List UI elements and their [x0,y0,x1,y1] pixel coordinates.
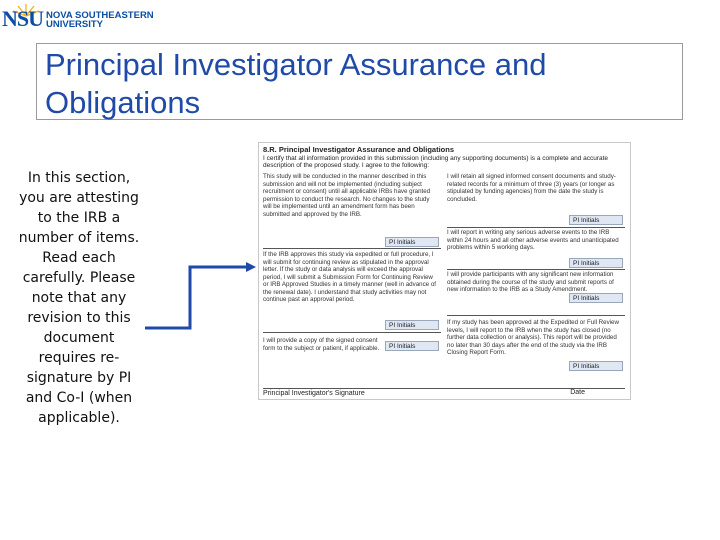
doc-right-item-3: I will provide participants with any significant new information obtained during the course of the study and submit reports of new information to the IRB as a Study Amendment. [447,271,614,293]
pi-initials-field[interactable]: PI Initials [385,320,439,330]
side-text: In this section, you are attesting to the IRB a number of items. Read each carefully. Please note that any revision to this document requires re-signature by PI and Co-I (when applicable). [18,170,140,426]
doc-left-item-3: I will provide a copy of the signed consent form to the subject or patient, if applicable. [263,337,380,352]
doc-left-item-2: If the IRB approves this study via expedited or full procedure, I will submit for continuing review as stipulated in the approval letter. If the study or data analysis will exceed the approval period, I will submit a Submission Form for Continuing Review or IRB Approved Studies in a timely manner (well in advance of the renewal date). I understand that study activities may not continue past an approval period. [263,251,436,303]
slide-title-line-1: Principal Investigator Assurance and [45,47,547,82]
pi-initials-field[interactable]: PI Initials [385,237,439,247]
divider [447,227,625,228]
pi-initials-field[interactable]: PI Initials [569,361,623,371]
doc-intro: I certify that all information provided in this submission (including any supporting documents) is a complete and accurate description of the proposed study. I agree to the following: [263,155,609,170]
doc-left-item-1: This study will be conducted in the manner described in this submission and will not be implemented (including subject recruitment or consent) until all applicable IRBs have granted permission to conduct the research. No changes to the study will be implemented until an amendment form has been submitted and approved by the IRB. [263,173,431,218]
logo-line-1: NOVA SOUTHEASTERN [46,10,154,21]
doc-right-item-2: I will report in writing any serious adverse events to the IRB within 24 hours and all other adverse events and unanticipated problems within 5 working days. [447,229,619,251]
signature-label: Principal Investigator's Signature [263,390,365,397]
logo-line-2: UNIVERSITY [46,19,104,30]
divider [447,315,625,316]
doc-section-title: 8.R. Principal Investigator Assurance and Obligations [263,145,455,154]
divider [447,269,625,270]
pi-initials-field[interactable]: PI Initials [385,341,439,351]
pi-initials-field[interactable]: PI Initials [569,215,623,225]
document-image [258,142,631,400]
pi-initials-field[interactable]: PI Initials [569,293,623,303]
doc-right-item-4: If my study has been approved at the Expedited or Full Review levels, I will report to the IRB when the study has closed (no further data collection or analysis). This report will be provided no later than 30 days after the end of the study via the IRB Closing Report Form. [447,319,619,356]
date-label: Date [570,389,585,396]
doc-right-item-1: I will retain all signed informed consent documents and study-related records for a minimum of three (3) years (or longer as stipulated by funding agencies) from the date the study is concluded. [447,173,616,203]
pi-initials-field[interactable]: PI Initials [569,258,623,268]
logo-mark: NSU [2,6,44,31]
slide-title-line-2: Obligations [45,85,201,120]
divider [263,248,441,249]
divider [263,332,441,333]
signature-line[interactable] [263,388,625,397]
